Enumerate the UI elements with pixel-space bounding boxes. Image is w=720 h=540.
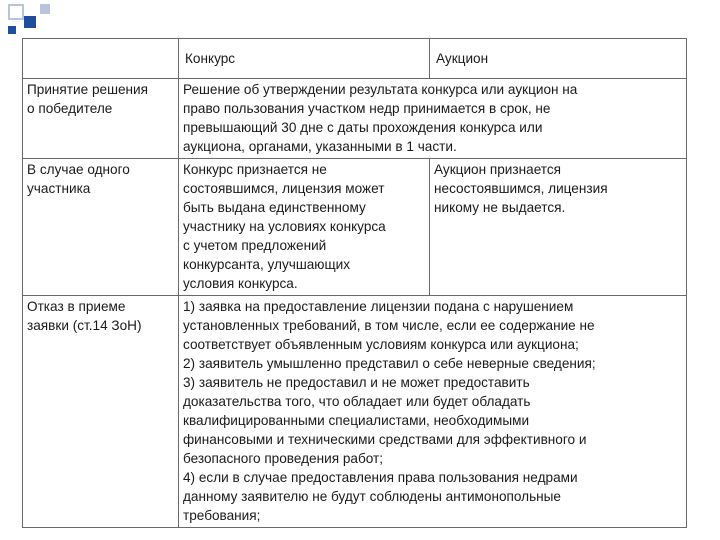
- header-competition-label: Конкурс: [185, 50, 236, 66]
- cell-line: финансовыми и техническими средствами для эффективного и: [183, 432, 587, 447]
- header-auction-label: Аукцион: [436, 50, 489, 66]
- cell-line: конкурсанта, улучшающих: [183, 257, 351, 272]
- row-label-line: В случае одного: [27, 162, 130, 177]
- cell-line: доказательства того, что обладает или будет обладать: [183, 394, 531, 409]
- row-label-cell: [23, 79, 179, 159]
- competition-cell: [179, 159, 430, 296]
- deco-square-small: [8, 26, 16, 34]
- deco-square-filled: [24, 16, 36, 28]
- cell-line: Аукцион признается: [434, 162, 562, 177]
- cell-line: соответствует объявленным условиям конкурса или аукциона;: [183, 337, 579, 352]
- auction-cell: [430, 159, 687, 296]
- cell-line: право пользования участком недр принимается в срок, не: [183, 101, 551, 116]
- cell-line: Решение об утверждении результата конкурса или аукцион на: [183, 82, 578, 97]
- table-row: [23, 159, 687, 296]
- cell-line: с учетом предложений: [183, 238, 327, 253]
- cell-line: 4) если в случае предоставления права пользования недрами: [183, 470, 578, 485]
- merged-cell: [179, 79, 687, 159]
- cell-line: установленных требований, в том числе, если ее содержание не: [183, 318, 595, 333]
- row-label-line: заявки (ст.14 ЗоН): [27, 318, 142, 333]
- cell-line: квалифицированными специалистами, необходимыми: [183, 413, 530, 428]
- cell-line: 2) заявитель умышленно представил о себе неверные сведения;: [183, 356, 596, 371]
- cell-line: никому не выдается.: [434, 200, 566, 215]
- cell-line: участнику на условиях конкурса: [183, 219, 386, 234]
- cell-line: несостоявшимся, лицензия: [434, 181, 608, 196]
- cell-line: аукциона, органами, указанными в 1 части.: [183, 139, 457, 154]
- header-competition: [179, 39, 430, 79]
- header-auction: [430, 39, 687, 79]
- cell-line: Конкурс признается не: [183, 162, 327, 177]
- deco-square-outline: [8, 4, 24, 20]
- header-empty-cell: [23, 39, 179, 79]
- row-label-line: о победителе: [27, 101, 113, 116]
- cell-line: условия конкурса.: [183, 276, 298, 291]
- cell-line: требования;: [183, 508, 261, 523]
- cell-line: данному заявителю не будут соблюдены антимонопольные: [183, 489, 561, 504]
- cell-line: безопасного проведения работ;: [183, 451, 384, 466]
- slide-corner-decoration: [0, 0, 60, 42]
- merged-cell: [179, 296, 687, 528]
- deco-square-light: [40, 4, 50, 14]
- comparison-table: [22, 38, 687, 528]
- row-label-line: Принятие решения: [27, 82, 148, 97]
- table-row: [23, 79, 687, 159]
- row-label-line: Отказ в приеме: [27, 299, 126, 314]
- cell-line: быть выдана единственному: [183, 200, 366, 215]
- table-row: [23, 296, 687, 528]
- cell-line: 3) заявитель не предоставил и не может предоставить: [183, 375, 530, 390]
- cell-line: превышающий 30 дне с даты прохождения конкурса или: [183, 120, 543, 135]
- cell-line: 1) заявка на предоставление лицензии подана с нарушением: [183, 299, 574, 314]
- row-label-line: участника: [27, 181, 91, 196]
- row-label-cell: [23, 159, 179, 296]
- cell-line: состоявшимся, лицензия может: [183, 181, 385, 196]
- table-header-row: [23, 39, 687, 79]
- row-label-cell: [23, 296, 179, 528]
